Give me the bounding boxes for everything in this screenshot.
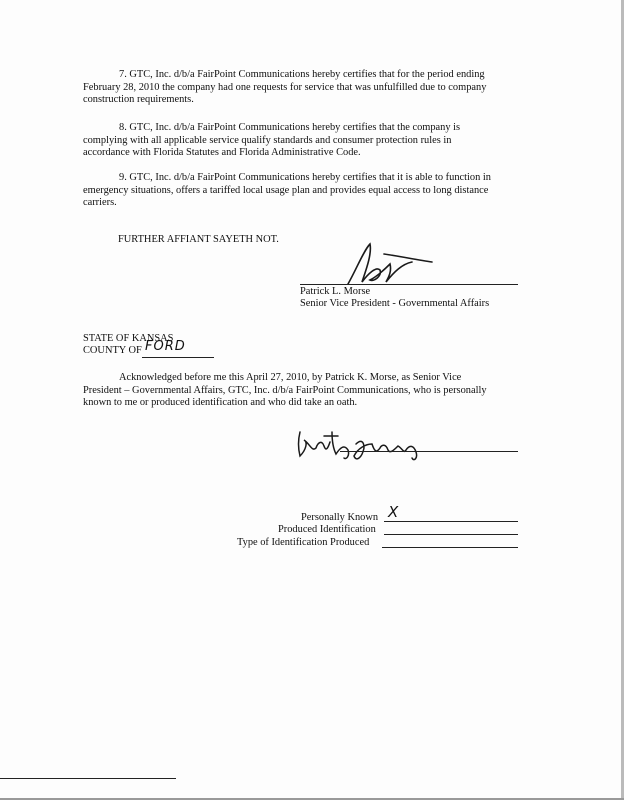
personally-known-line [384, 521, 518, 522]
acknowledgment-line-1: Acknowledged before me this April 27, 2010, by Patrick K. Morse, as Senior Vice [119, 372, 462, 383]
footnote-separator [0, 778, 176, 779]
paragraph-7-line-1: 7. GTC, Inc. d/b/a FairPoint Communications hereby certifies that for the period ending [119, 69, 485, 80]
paragraph-8-line-3: accordance with Florida Statutes and Florida Administrative Code. [83, 147, 361, 159]
paragraph-7-line-2: February 28, 2010 the company had one requests for service that was unfulfilled due to company [83, 81, 487, 93]
paragraph-7 [83, 69, 521, 107]
paragraph-8-line-2: complying with all applicable service qualify standards and consumer protection rules in [83, 134, 452, 146]
affiant-signature [328, 240, 438, 290]
notary-signature [294, 426, 444, 464]
venue-state: STATE OF KANSAS [83, 333, 174, 344]
personally-known-mark: X [388, 503, 399, 521]
further-affiant-statement: FURTHER AFFIANT SAYETH NOT. [118, 234, 279, 245]
paragraph-8 [83, 122, 521, 160]
county-blank-line [142, 357, 214, 358]
venue-county-label: COUNTY OF [83, 345, 142, 356]
acknowledgment-paragraph [83, 372, 521, 410]
acknowledgment-line-3: known to me or produced identification and who did take an oath. [83, 397, 358, 409]
paragraph-9 [83, 172, 521, 210]
affiant-title: Senior Vice President - Governmental Affairs [300, 298, 490, 309]
produced-identification-label: Produced Identification [278, 524, 376, 535]
acknowledgment-line-2: President – Governmental Affairs, GTC, Inc. d/b/a FairPoint Communications, who is personally [83, 384, 487, 396]
affiant-name: Patrick L. Morse [300, 286, 371, 297]
identification-type-line [382, 547, 518, 548]
paragraph-7-line-3: construction requirements. [83, 94, 194, 106]
paragraph-8-line-1: 8. GTC, Inc. d/b/a FairPoint Communications hereby certifies that the company is [119, 122, 461, 133]
affiant-signature-line [300, 284, 518, 285]
personally-known-label: Personally Known [301, 512, 379, 523]
produced-identification-line [384, 534, 518, 535]
paragraph-9-line-3: carriers. [83, 197, 117, 209]
venue-county-handwritten: FORD [145, 339, 186, 354]
identification-type-label: Type of Identification Produced [237, 537, 370, 548]
paragraph-9-line-2: emergency situations, offers a tariffed local usage plan and provides equal access to long distance [83, 184, 489, 196]
notary-signature-line [340, 451, 518, 452]
paragraph-9-line-1: 9. GTC, Inc. d/b/a FairPoint Communications hereby certifies that it is able to function in [119, 172, 491, 183]
